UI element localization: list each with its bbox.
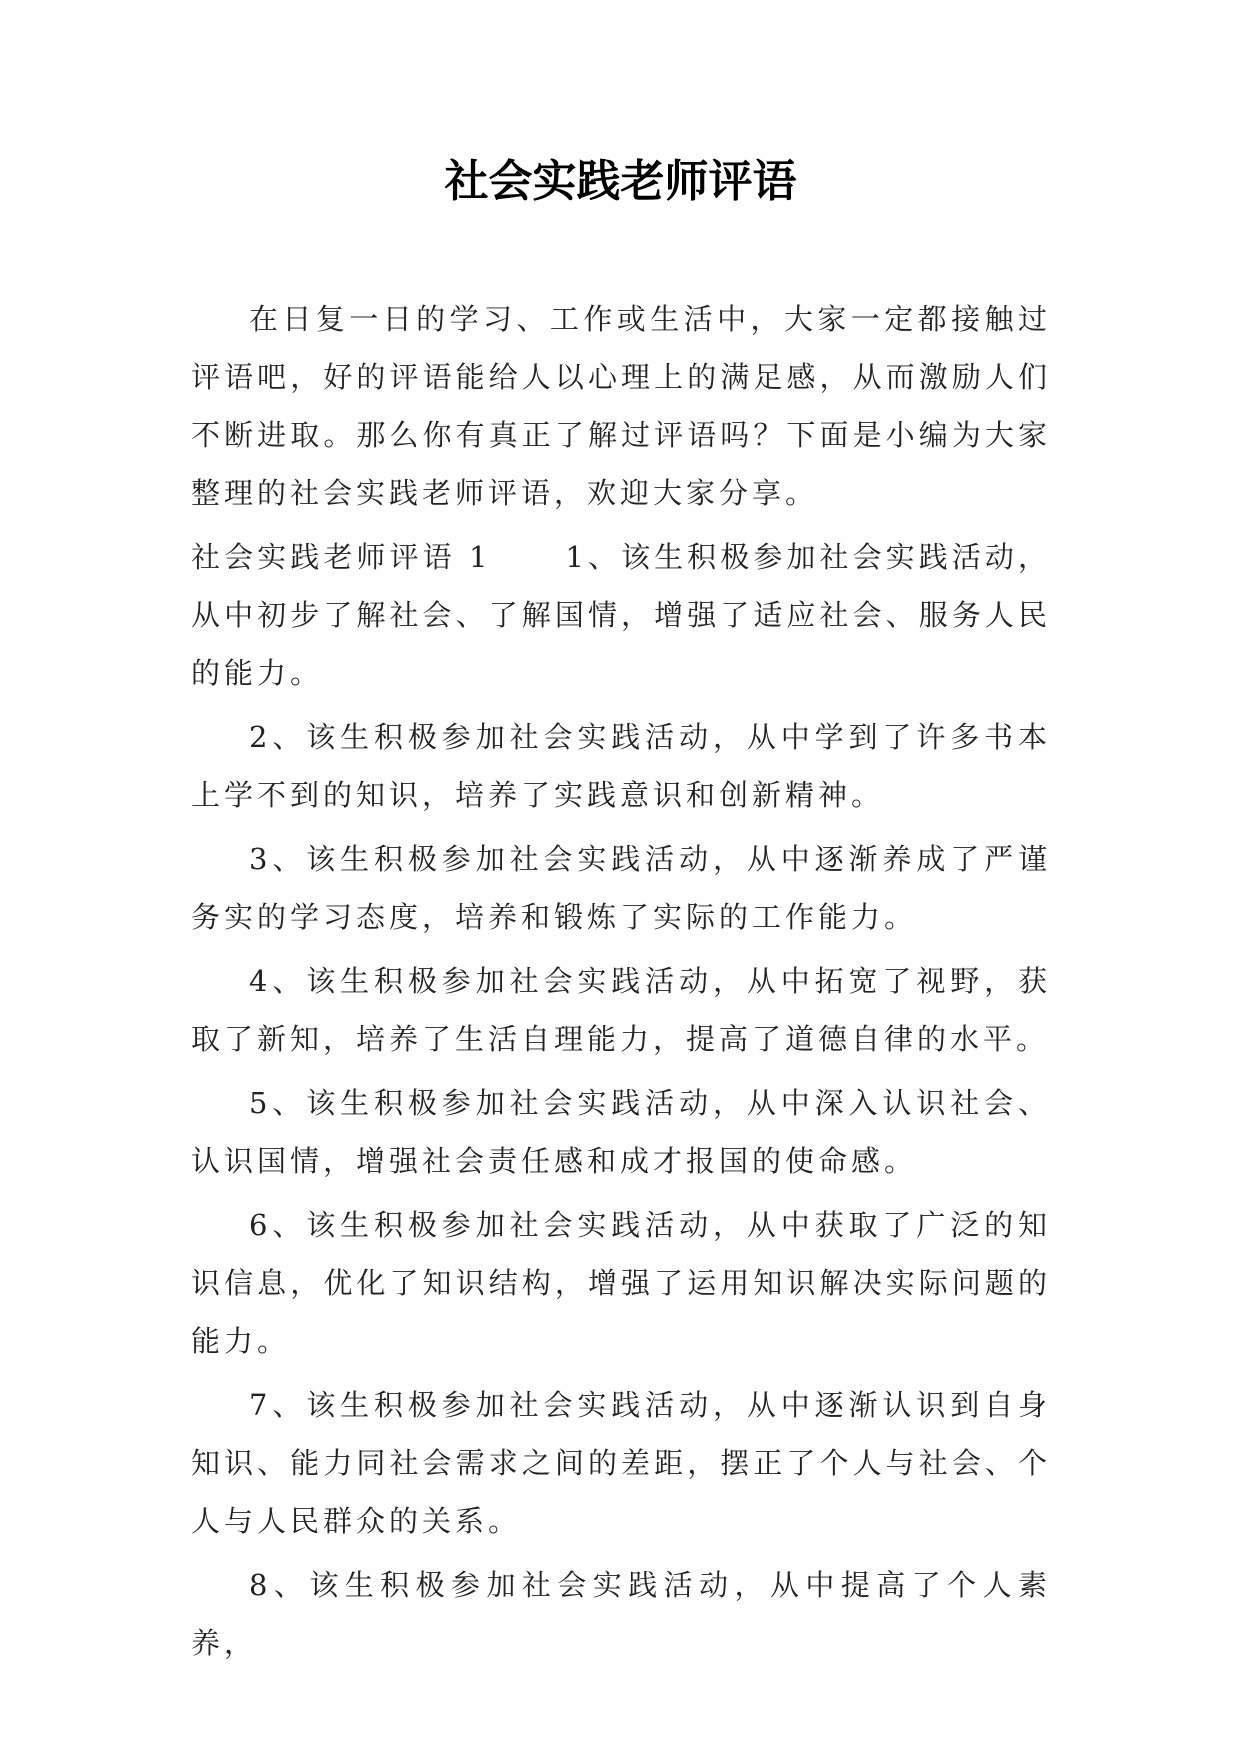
comment-item-1: 1、该生积极参加社会实践活动，从中初步了解社会、了解国情，增强了适应社会、服务人民的能力。 (191, 540, 1051, 690)
comment-item-5: 5、该生积极参加社会实践活动，从中深入认识社会、认识国情，增强社会责任感和成才报国的使命感。 (191, 1086, 1051, 1178)
comment-item-6: 6、该生积极参加社会实践活动，从中获取了广泛的知识信息，优化了知识结构，增强了运用知识解决实际问题的能力。 (191, 1208, 1051, 1358)
document-body (191, 290, 1051, 1672)
comment-item-2: 2、该生积极参加社会实践活动，从中学到了许多书本上学不到的知识，培养了实践意识和创新精神。 (191, 720, 1051, 812)
intro-paragraph: 在日复一日的学习、工作或生活中，大家一定都接触过评语吧，好的评语能给人以心理上的满足感，从而激励人们不断进取。那么你有真正了解过评语吗？下面是小编为大家整理的社会实践老师评语，欢迎大家分享。 (191, 302, 1051, 510)
comment-item-8: 8、该生积极参加社会实践活动，从中提高了个人素养， (191, 1568, 1051, 1660)
document-title: 社会实践老师评语 (444, 156, 797, 207)
section-heading: 社会实践老师评语 1 (191, 540, 492, 574)
comment-item-7: 7、该生积极参加社会实践活动，从中逐渐认识到自身知识、能力同社会需求之间的差距，摆正了个人与社会、个人与人民群众的关系。 (191, 1388, 1051, 1538)
comment-item-3: 3、该生积极参加社会实践活动，从中逐渐养成了严谨务实的学习态度，培养和锻炼了实际的工作能力。 (191, 842, 1051, 934)
section-first-line (191, 528, 1051, 702)
comment-item-4: 4、该生积极参加社会实践活动，从中拓宽了视野，获取了新知，培养了生活自理能力，提高了道德自律的水平。 (191, 964, 1051, 1056)
